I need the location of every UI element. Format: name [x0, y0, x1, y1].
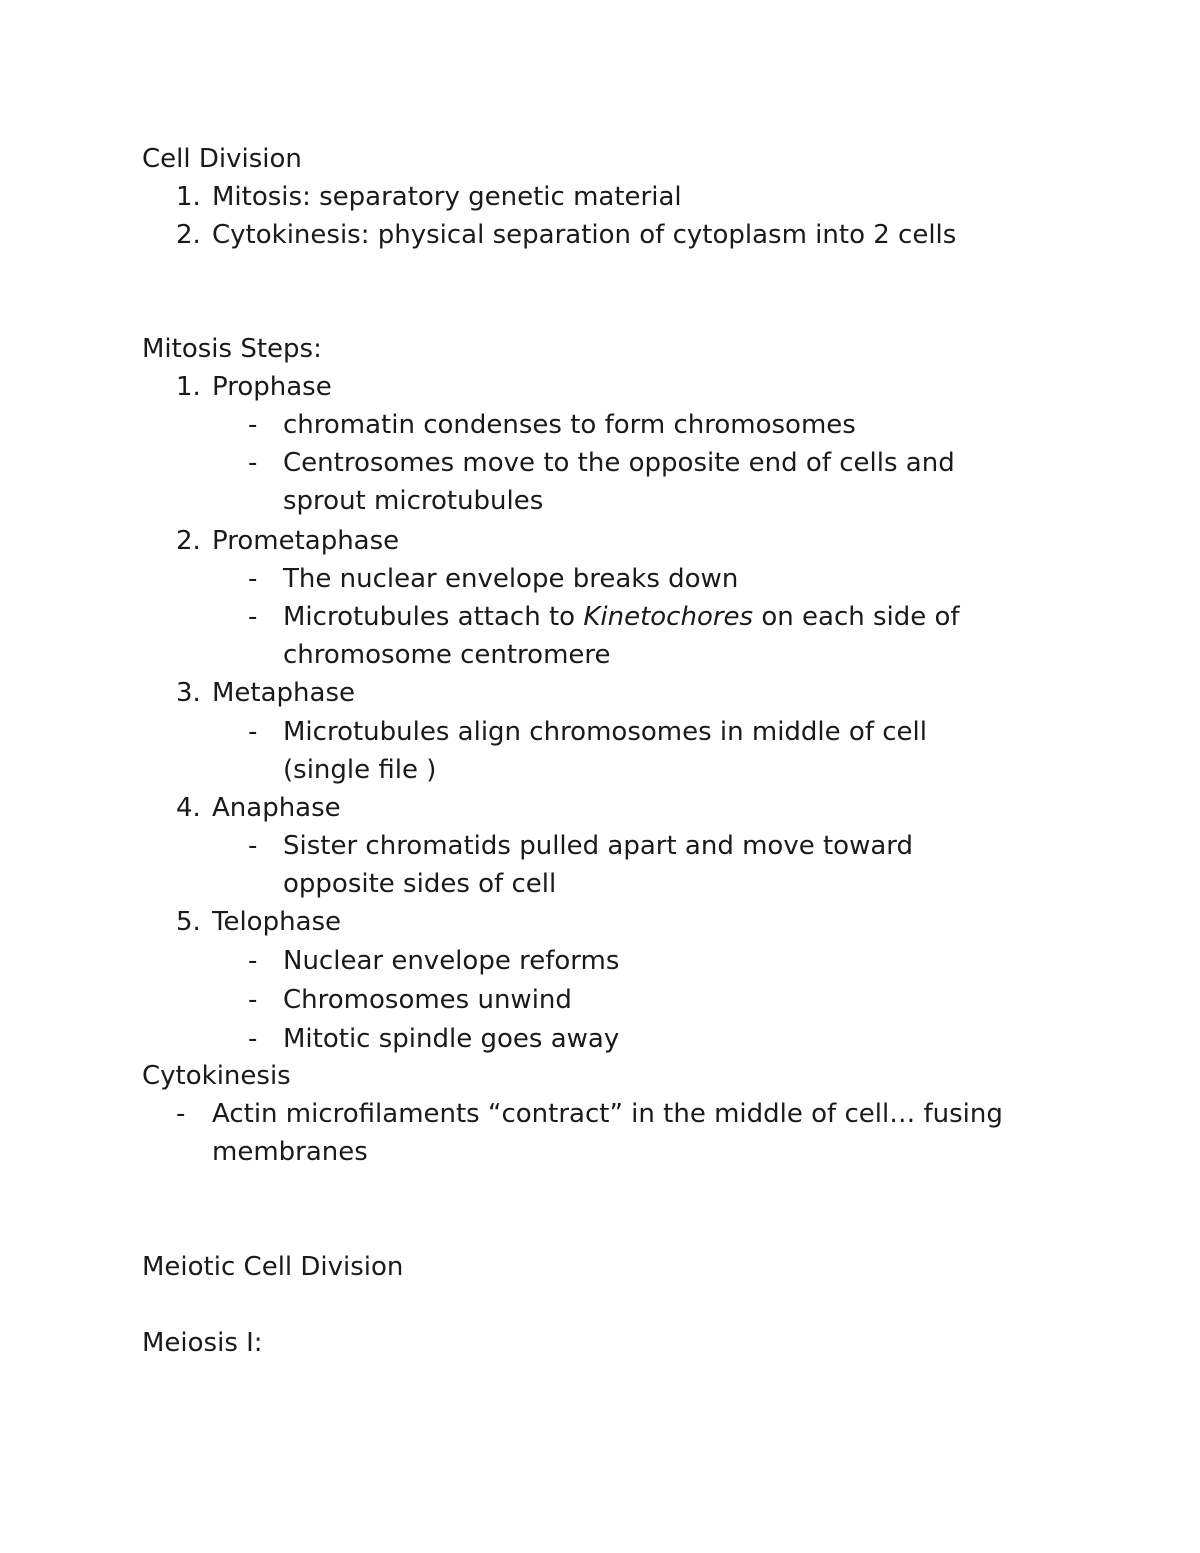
heading-meiotic-cell-division: Meiotic Cell Division [142, 1252, 404, 1282]
bullet-text-continued: opposite sides of cell [283, 869, 557, 899]
bullet-text: The nuclear envelope breaks down [283, 564, 739, 594]
bullet-text-part: on each side of [753, 602, 960, 632]
bullet-text-part: Microtubules attach to [283, 602, 584, 632]
step-name-telophase: Telophase [212, 907, 342, 937]
bullet-text-continued: membranes [212, 1137, 368, 1167]
heading-meiosis-one: Meiosis I: [142, 1328, 263, 1358]
dash-bullet: - [248, 564, 258, 594]
bullet-text-continued: sprout microtubules [283, 486, 544, 516]
heading-cytokinesis: Cytokinesis [142, 1061, 291, 1091]
dash-bullet: - [248, 1024, 258, 1054]
list-item: Mitosis: separatory genetic material [212, 182, 682, 212]
step-name-anaphase: Anaphase [212, 793, 341, 823]
bullet-text: Mitotic spindle goes away [283, 1024, 620, 1054]
heading-cell-division: Cell Division [142, 144, 302, 174]
bullet-text: chromatin condenses to form chromosomes [283, 410, 856, 440]
list-number: 3. [176, 678, 201, 708]
list-number: 1. [176, 182, 201, 212]
dash-bullet: - [176, 1099, 186, 1129]
bullet-text-kinetochores [283, 598, 960, 636]
step-name-prometaphase: Prometaphase [212, 526, 400, 556]
step-name-metaphase: Metaphase [212, 678, 356, 708]
dash-bullet: - [248, 717, 258, 747]
dash-bullet: - [248, 410, 258, 440]
step-name-prophase: Prophase [212, 372, 332, 402]
bullet-text: Chromosomes unwind [283, 985, 572, 1015]
list-number: 5. [176, 907, 201, 937]
dash-bullet: - [248, 831, 258, 861]
list-number: 2. [176, 220, 201, 250]
dash-bullet: - [248, 448, 258, 478]
dash-bullet: - [248, 602, 258, 632]
bullet-text-continued: chromosome centromere [283, 640, 611, 670]
bullet-text: Centrosomes move to the opposite end of cells and [283, 448, 955, 478]
bullet-text-continued: (single file ) [283, 755, 437, 785]
list-number: 2. [176, 526, 201, 556]
list-number: 1. [176, 372, 201, 402]
dash-bullet: - [248, 946, 258, 976]
bullet-text: Actin microfilaments “contract” in the middle of cell… fusing [212, 1099, 1003, 1129]
heading-mitosis-steps: Mitosis Steps: [142, 334, 322, 364]
bullet-text: Nuclear envelope reforms [283, 946, 620, 976]
dash-bullet: - [248, 985, 258, 1015]
list-number: 4. [176, 793, 201, 823]
bullet-text: Sister chromatids pulled apart and move toward [283, 831, 914, 861]
kinetochores-term: Kinetochores [583, 602, 754, 632]
bullet-text: Microtubules align chromosomes in middle of cell [283, 717, 927, 747]
list-item: Cytokinesis: physical separation of cytoplasm into 2 cells [212, 220, 957, 250]
